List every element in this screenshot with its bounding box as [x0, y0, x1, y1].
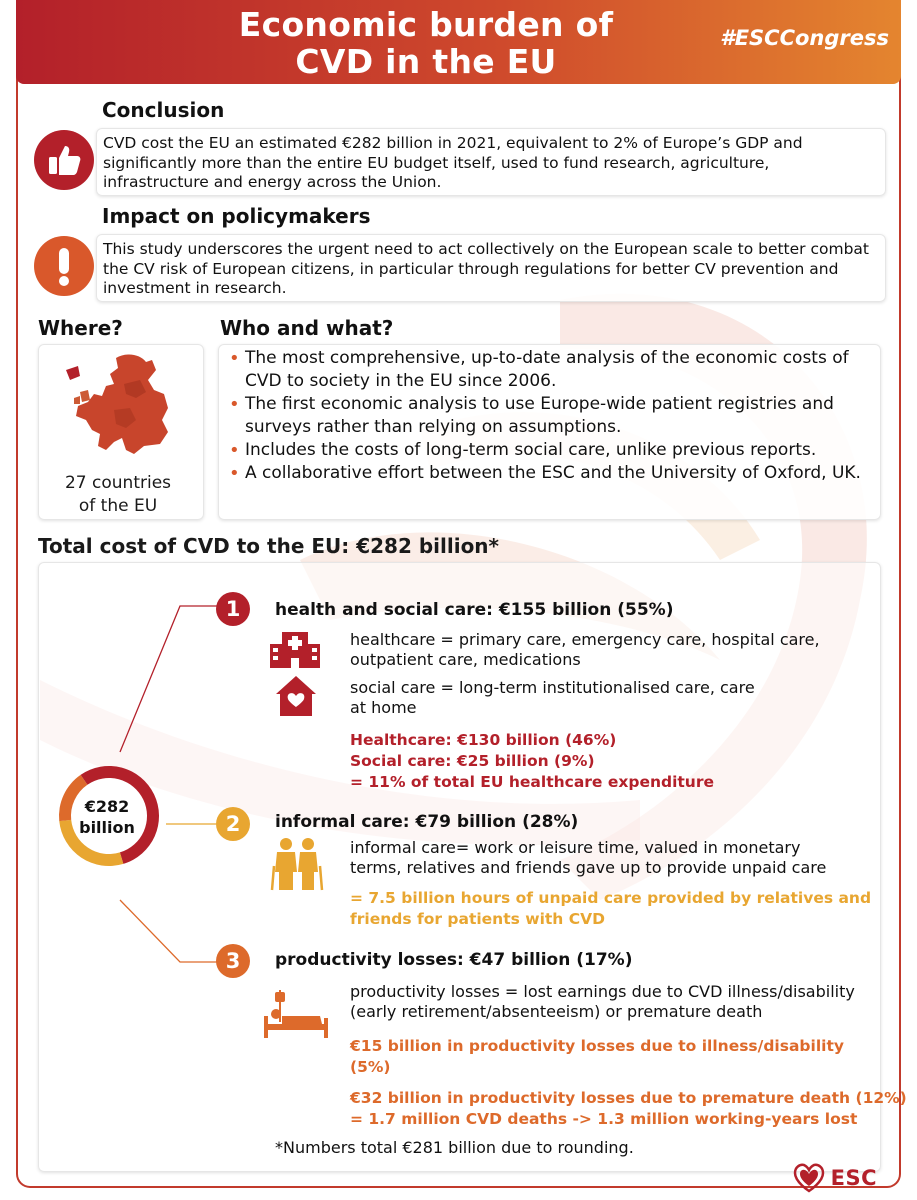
item-1-highlights: [350, 730, 714, 793]
where-heading: Where?: [38, 316, 123, 340]
donut-unit: billion: [79, 818, 135, 837]
hospital-icon: [268, 630, 322, 668]
where-label-line-1: 27 countries: [64, 473, 172, 493]
item-3-badge: 3: [216, 944, 250, 978]
total-cost-heading: Total cost of CVD to the EU: €282 billion*: [38, 534, 500, 558]
healthcare-line-2: outpatient care, medications: [350, 650, 581, 669]
title-line-2: CVD in the EU: [295, 42, 557, 81]
impact-text: This study underscores the urgent need to act collectively on the European scale to better combat the CV risk of European citizens, in particular through regulations for better CV prevention and investment in research.: [103, 240, 869, 297]
unpaid-hours-line-1: = 7.5 billion hours of unpaid care provided by relatives and: [350, 889, 872, 907]
heart-icon: [793, 1163, 825, 1193]
expenditure-share: = 11% of total EU healthcare expenditure: [350, 773, 715, 791]
esc-logo-text: ESC: [830, 1166, 877, 1190]
unpaid-hours-line-2: friends for patients with CVD: [350, 910, 605, 928]
home-icon: [274, 674, 318, 718]
death-loss-line-1: €32 billion in productivity losses due to premature death (12%): [350, 1089, 907, 1107]
social-line-2: at home: [350, 698, 417, 717]
social-care-definition: [350, 678, 755, 718]
illness-loss-line-1: €15 billion in productivity losses due to illness/disability: [350, 1037, 844, 1055]
social-care-amount: Social care: €25 billion (9%): [350, 752, 595, 770]
item-3-heading: productivity losses: €47 billion (17%): [275, 950, 633, 970]
healthcare-definition: [350, 630, 820, 670]
healthcare-line-1: healthcare = primary care, emergency care, hospital care,: [350, 630, 820, 649]
informal-line-2: terms, relatives and friends gave up to provide unpaid care: [350, 858, 827, 877]
bullet-item: • The most comprehensive, up-to-date analysis of the economic costs of CVD to society in the EU since 2006.: [223, 347, 873, 393]
item-3-highlights-b: [350, 1088, 907, 1130]
hashtag: #ESCCongress: [720, 26, 889, 50]
esc-logo: [793, 1163, 877, 1193]
who-heading: Who and what?: [220, 316, 394, 340]
productivity-line-2: (early retirement/absenteeism) or premature death: [350, 1002, 763, 1021]
item-2-highlights: [350, 888, 871, 930]
item-3-highlights-a: [350, 1036, 844, 1078]
informal-care-definition: [350, 838, 826, 878]
elderly-couple-icon: [268, 836, 324, 892]
conclusion-heading: Conclusion: [102, 98, 225, 122]
donut-label: [66, 796, 148, 838]
item-1-heading: health and social care: €155 billion (55%): [275, 600, 674, 620]
donut-amount: €282: [84, 797, 130, 816]
impact-heading: Impact on policymakers: [102, 204, 371, 228]
item-2-heading: informal care: €79 billion (28%): [275, 812, 579, 832]
item-2-badge: 2: [216, 807, 250, 841]
healthcare-amount: Healthcare: €130 billion (46%): [350, 731, 617, 749]
death-loss-line-2: = 1.7 million CVD deaths -> 1.3 million working-years lost: [350, 1110, 858, 1128]
hospital-bed-icon: [262, 988, 330, 1040]
conclusion-text: CVD cost the EU an estimated €282 billion in 2021, equivalent to 2% of Europe’s GDP and significantly more than the entire EU budget itself, used to fund research, agriculture, infrastructure and energy across the Union.: [103, 134, 803, 191]
item-1-badge: 1: [216, 592, 250, 626]
productivity-line-1: productivity losses = lost earnings due to CVD illness/disability: [350, 982, 855, 1001]
footnote: *Numbers total €281 billion due to rounding.: [275, 1138, 634, 1157]
bullet-item: • The first economic analysis to use Europe-wide patient registries and surveys rather than relying on assumptions.: [223, 393, 873, 439]
where-label-line-2: of the EU: [78, 496, 158, 516]
informal-line-1: informal care= work or leisure time, valued in monetary: [350, 838, 801, 857]
bullet-item: • A collaborative effort between the ESC and the University of Oxford, UK.: [223, 462, 873, 485]
illness-loss-line-2: (5%): [350, 1058, 391, 1076]
productivity-definition: [350, 982, 855, 1022]
social-line-1: social care = long-term institutionalised care, care: [350, 678, 755, 697]
bullet-item: • Includes the costs of long-term social care, unlike previous reports.: [223, 439, 873, 462]
title-line-1: Economic burden of: [238, 5, 614, 44]
